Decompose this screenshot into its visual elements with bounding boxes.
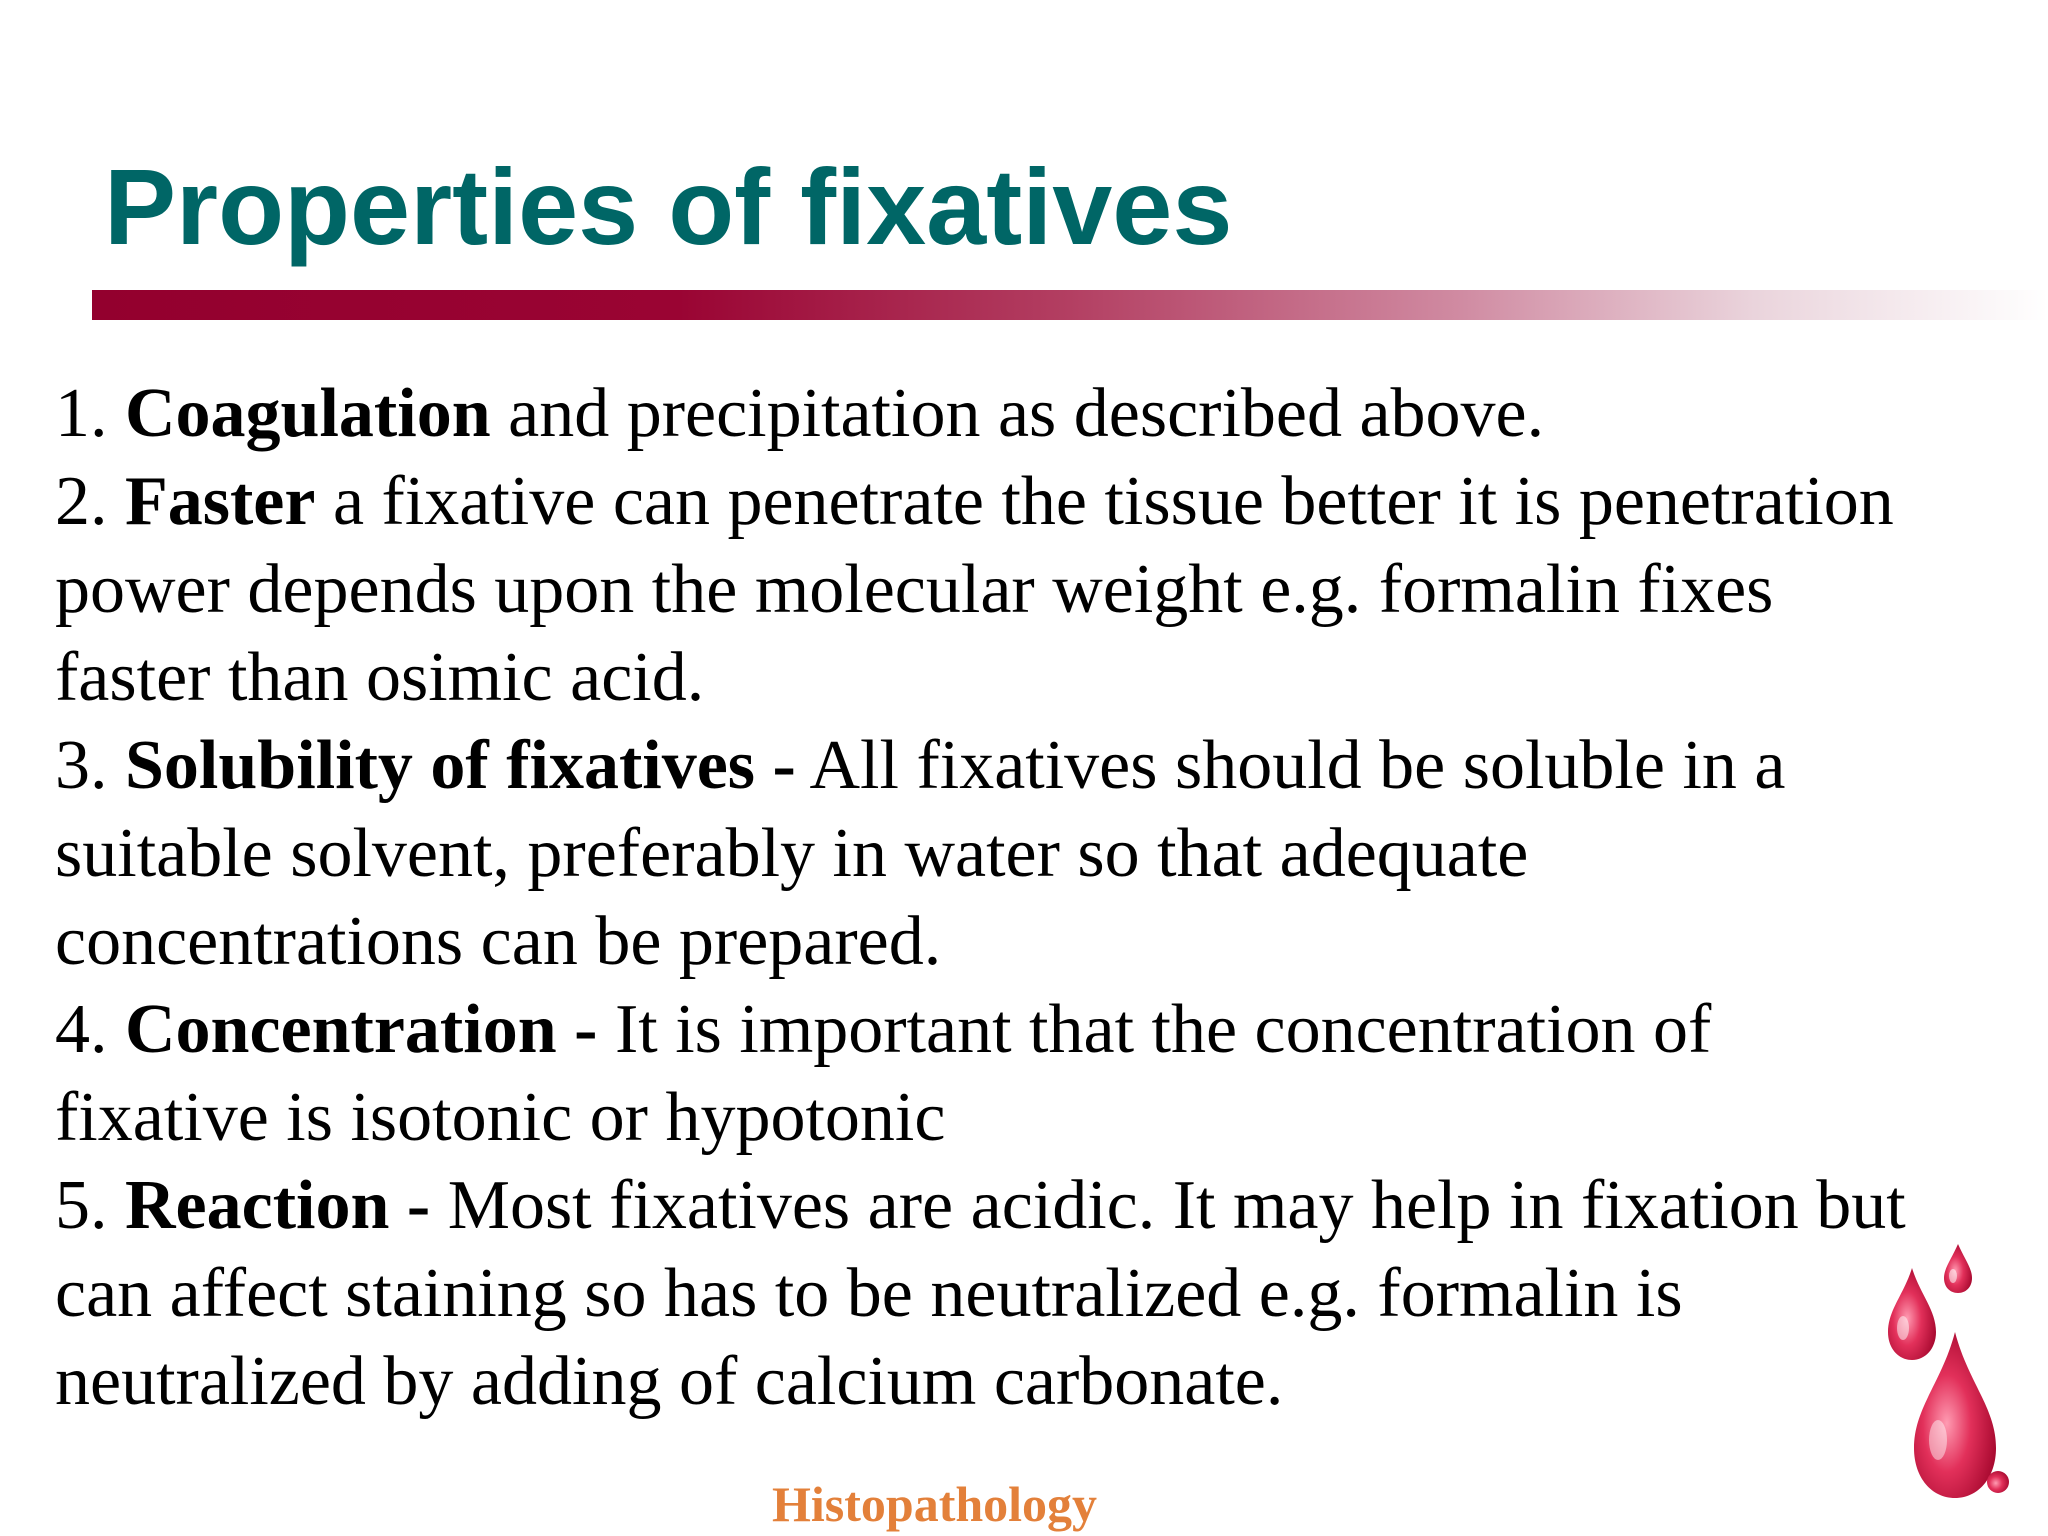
blood-drops-icon [1880,1232,2030,1508]
item-line [55,458,2015,546]
item-line [55,722,2015,810]
list-item-concentration [55,986,2015,1162]
item-term: Coagulation [125,375,491,452]
properties-list [55,370,2015,1426]
medium-drop-icon [1888,1268,1936,1360]
item-text: It is important that the concentration of [597,991,1712,1068]
item-term: Concentration - [125,991,598,1068]
item-term: Reaction - [125,1167,431,1244]
item-number: 2. [55,463,108,540]
item-term: Faster [125,463,316,540]
item-line: can affect staining so has to be neutralized e.g. formalin is [55,1255,1683,1332]
list-item-solubility [55,722,2015,986]
list-item-faster [55,458,2015,722]
item-line: faster than osimic acid. [55,639,705,716]
item-line: concentrations can be prepared. [55,903,942,980]
slide-title: Properties of fixatives [104,146,1233,267]
item-text: All fixatives should be soluble in a [795,727,1786,804]
large-drop-icon [1914,1332,1996,1498]
item-line: suitable solvent, preferably in water so that adequate [55,815,1529,892]
item-text: a fixative can penetrate the tissue better it is penetration [315,463,1894,540]
item-line [55,370,2015,458]
item-line: fixative is isotonic or hypotonic [55,1079,946,1156]
item-line: power depends upon the molecular weight e.g. formalin fixes [55,551,1774,628]
small-drop-icon [1944,1244,1972,1293]
item-term: Solubility of fixatives - [125,727,796,804]
footer-label: Histopathology [772,1476,1098,1532]
item-line [55,986,2015,1074]
item-line: neutralized by adding of calcium carbonate. [55,1343,1284,1420]
list-item-reaction [55,1162,2015,1426]
tiny-drop-icon [1987,1471,2009,1493]
item-text: Most fixatives are acidic. It may help in fixation but [430,1167,1906,1244]
item-number: 3. [55,727,108,804]
item-text: and precipitation as described above. [490,375,1545,452]
item-number: 1. [55,375,108,452]
item-number: 4. [55,991,108,1068]
item-line [55,1162,2015,1250]
title-underline [92,290,2048,320]
item-number: 5. [55,1167,108,1244]
list-item-coagulation [55,370,2015,458]
